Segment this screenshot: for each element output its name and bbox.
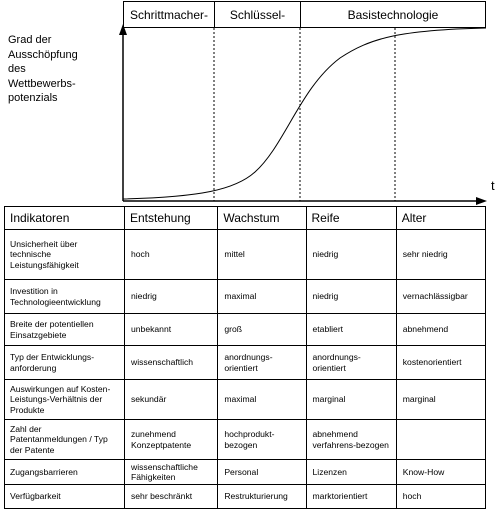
table-row	[5, 346, 486, 380]
table-cell: marginal	[396, 380, 485, 420]
table-cell: wissenschaftliche Fähigkeiten	[124, 460, 217, 485]
indicator-cell: Zugangsbarrieren	[5, 460, 125, 485]
table-cell: abnehmend	[396, 314, 485, 346]
table-cell: sekundär	[124, 380, 217, 420]
table-row	[5, 380, 486, 420]
table-row	[5, 420, 486, 460]
indicator-cell: Typ der Entwicklungs-anforderung	[5, 346, 125, 380]
table-cell: maximal	[218, 280, 306, 314]
x-axis-arrow-icon	[476, 197, 487, 205]
table-row	[5, 460, 486, 485]
phase-base: Basistechnologie	[347, 7, 439, 22]
table-cell: etabliert	[306, 314, 396, 346]
phase-key: Schlüssel-	[215, 2, 301, 27]
table-cell: sehr beschränkt	[124, 485, 217, 509]
table-cell: marktorientiert	[306, 485, 396, 509]
table-cell: anordnungs-orientiert	[306, 346, 396, 380]
table-cell: sehr niedrig	[396, 230, 485, 280]
column-header: Alter	[396, 207, 485, 230]
table-cell: Restrukturierung	[218, 485, 306, 509]
table-cell: Personal	[218, 460, 306, 485]
indicator-cell: Auswirkungen auf Kosten- Leistungs-Verhältnis der Produkte	[5, 380, 125, 420]
table-cell: hoch	[124, 230, 217, 280]
table-cell: wissenschaftlich	[124, 346, 217, 380]
table-cell: hoch	[396, 485, 485, 509]
y-axis-label: Grad der Ausschöpfung des Wettbewerbs- potenzials	[8, 34, 78, 104]
table-cell: abnehmend verfahrens-bezogen	[306, 420, 396, 460]
indicator-table	[4, 206, 486, 509]
table-row	[5, 314, 486, 346]
table-cell: vernachlässigbar	[396, 280, 485, 314]
table-row	[5, 230, 486, 280]
column-header: Wachstum	[218, 207, 306, 230]
table-cell: zunehmend Konzeptpatente	[124, 420, 217, 460]
table-header-row	[5, 207, 486, 230]
column-header: Reife	[306, 207, 396, 230]
table-cell: anordnungs-orientiert	[218, 346, 306, 380]
table-cell: maximal	[218, 380, 306, 420]
indicator-cell: Verfügbarkeit	[5, 485, 125, 509]
s-curve-line	[123, 28, 486, 199]
phase-pacemaker: Schrittmacher-	[124, 2, 215, 27]
table-row	[5, 485, 486, 509]
s-curve-diagram	[0, 0, 500, 205]
table-cell: niedrig	[306, 230, 396, 280]
table-cell: groß	[218, 314, 306, 346]
table-cell: marginal	[306, 380, 396, 420]
table-cell: unbekannt	[124, 314, 217, 346]
table-cell: Lizenzen	[306, 460, 396, 485]
table-cell	[396, 420, 485, 460]
indicator-cell: Breite der potentiellen Einsatzgebiete	[5, 314, 125, 346]
table-cell: niedrig	[306, 280, 396, 314]
y-axis-arrow-icon	[119, 24, 127, 35]
x-axis-label: t	[491, 178, 495, 193]
column-header: Entstehung	[124, 207, 217, 230]
table-cell: hochprodukt-bezogen	[218, 420, 306, 460]
table-row	[5, 280, 486, 314]
table-cell: mittel	[218, 230, 306, 280]
table-cell: niedrig	[124, 280, 217, 314]
table-cell: kostenorientiert	[396, 346, 485, 380]
indicator-cell: Zahl der Patentanmeldungen / Typ der Patente	[5, 420, 125, 460]
table-cell: Know-How	[396, 460, 485, 485]
column-header: Indikatoren	[5, 207, 125, 230]
indicator-cell: Investition in Technologieentwicklung	[5, 280, 125, 314]
indicator-cell: Unsicherheit über technische Leistungsfähigkeit	[5, 230, 125, 280]
